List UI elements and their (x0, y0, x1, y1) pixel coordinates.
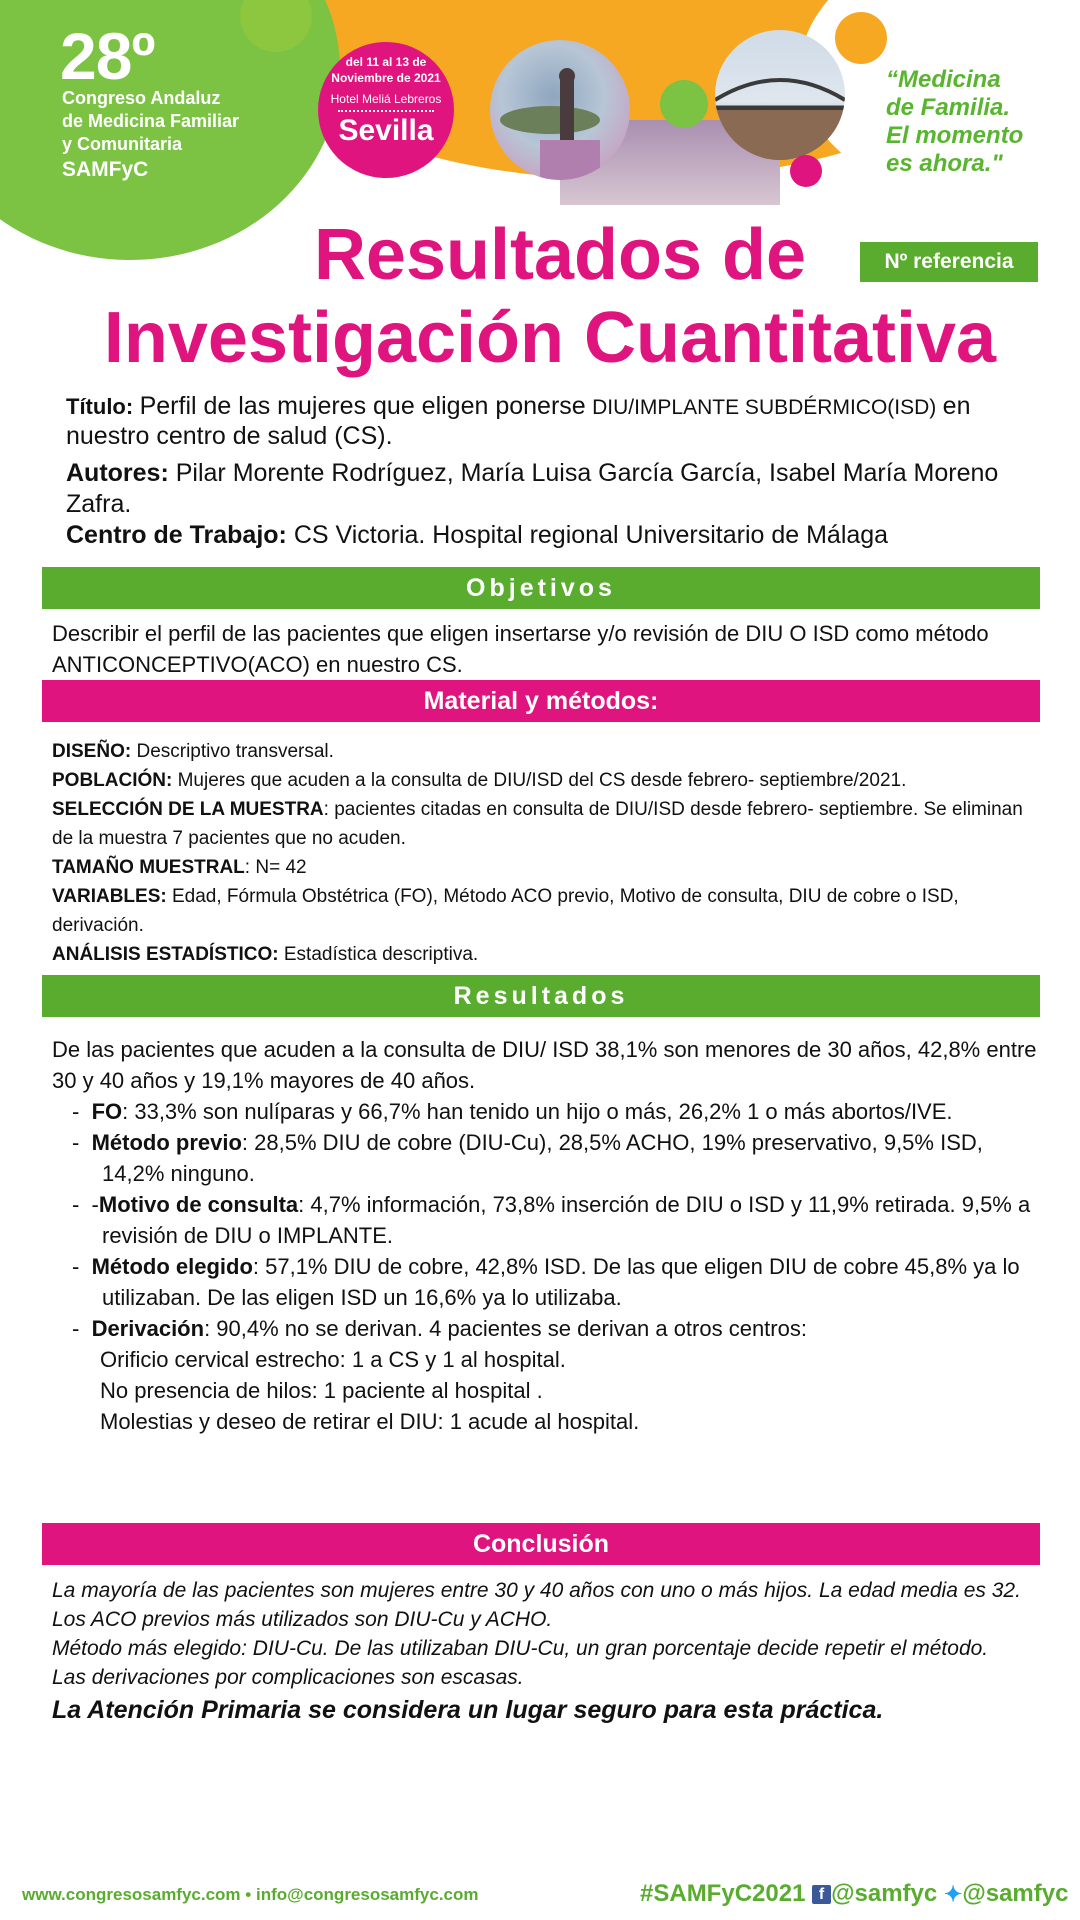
slogan-line: El momento (886, 122, 1024, 149)
congress-name-line: y Comunitaria (62, 134, 183, 154)
conclusion-line: Los ACO previos más utilizados son DIU-Cu y ACHO. (52, 1608, 553, 1631)
conclusion-line: Método más elegido: DIU-Cu. De las utilizaban DIU-Cu, un gran porcentaje decide repetir el método. (52, 1637, 989, 1660)
list-dash: - (72, 1099, 92, 1124)
results-body (52, 1034, 1042, 1437)
list-dash: - - (72, 1192, 99, 1217)
dates-line-2: Noviembre de 2021 (331, 71, 441, 85)
venue: Hotel Meliá Lebreros (330, 92, 442, 106)
results-item-text: : 4,7% información, 73,8% inserción de DIU o ISD y 11,9% retirada. 9,5% a revisión de DIU o IMPLANTE. (102, 1192, 1031, 1248)
methods-row (52, 737, 1042, 766)
results-item-text: : 57,1% DIU de cobre, 42,8% ISD. De las que eligen DIU de cobre 45,8% ya lo utilizaban. De las eligen ISD un 16,6% ya lo utilizaba. (102, 1254, 1020, 1310)
results-item-text: : 28,5% DIU de cobre (DIU-Cu), 28,5% ACHO, 19% preservativo, 9,5% ISD, 14,2% ninguno. (102, 1130, 983, 1186)
footer-social (640, 1880, 1068, 1908)
list-dash: - (72, 1130, 92, 1155)
statue-photo (490, 40, 630, 180)
dates-line-1: del 11 al 13 de (345, 55, 427, 69)
conclusion-body (52, 1576, 1042, 1728)
twitter-icon: ✦ (943, 1881, 963, 1907)
title-text: Perfil de las mujeres que eligen ponerse (139, 392, 586, 420)
authors-info (66, 458, 1056, 520)
methods-row-text: Mujeres que acuden a la consulta de DIU/ISD del CS desde febrero- septiembre/2021. (172, 770, 907, 791)
methods-row (52, 882, 1042, 940)
methods-row (52, 853, 1042, 882)
methods-row-text: Edad, Fórmula Obstétrica (FO), Método ACO previo, Motivo de consulta, DIU de cobre o ISD, derivación. (52, 886, 959, 936)
methods-row (52, 766, 1042, 795)
results-item-label: Motivo de consulta (98, 1192, 299, 1217)
objectives-text: Describir el perfil de las pacientes que eligen insertarse y/o revisión de DIU O ISD como método ANTICONCEPTIVO(ACO) en nuestro CS. (52, 621, 989, 677)
badge-divider (338, 110, 434, 112)
congress-name-line: SAMFyC (62, 158, 149, 181)
slogan-line: es ahora." (886, 150, 1003, 177)
city: Sevilla (338, 114, 434, 147)
results-item-text: : 90,4% no se derivan. 4 pacientes se derivan a otros centros: (204, 1316, 807, 1341)
results-item-label: Derivación (91, 1316, 205, 1341)
slogan-line: “Medicina (886, 66, 1001, 93)
results-item-label: Método elegido (91, 1254, 253, 1279)
conclusion-line: Las derivaciones por complicaciones son escasas. (52, 1666, 524, 1689)
results-item-label: FO (91, 1099, 123, 1124)
slogan (886, 66, 1023, 178)
methods-row-label: VARIABLES: (52, 886, 167, 907)
title-label: Título: (66, 394, 134, 419)
date-badge (318, 42, 454, 178)
methods-row-text: Estadística descriptiva. (278, 944, 479, 965)
facebook-icon: f (812, 1885, 831, 1904)
email-link[interactable]: info@congresosamfyc.com (255, 1885, 479, 1904)
methods-row-text: Descriptivo transversal. (131, 741, 334, 762)
twitter-handle[interactable]: @samfyc (962, 1880, 1069, 1907)
methods-row-label: ANÁLISIS ESTADÍSTICO: (52, 944, 279, 965)
dates-line (318, 54, 454, 86)
methods-list (52, 737, 1042, 969)
results-item (52, 1313, 1042, 1344)
workplace-info (66, 521, 1056, 550)
footer-contact (22, 1885, 479, 1905)
authors-label: Autores: (66, 459, 169, 487)
list-dash: - (72, 1254, 92, 1279)
congress-name-line: de Medicina Familiar (62, 111, 240, 131)
separator-dot: • (245, 1885, 252, 1904)
methods-row-text: : N= 42 (244, 857, 307, 878)
statue-illustration (490, 40, 630, 180)
methods-row-label: SELECCIÓN DE LA MUESTRA (52, 799, 324, 820)
methods-row-label: DISEÑO: (52, 741, 132, 762)
poster-title-line-1: Resultados de (313, 215, 807, 295)
slogan-line: de Familia. (886, 94, 1011, 121)
website-link[interactable]: www.congresosamfyc.com (22, 1885, 241, 1904)
decor-dot (835, 12, 887, 64)
title-text: DIU/IMPLANTE SUBDÉRMICO(ISD) (592, 396, 937, 419)
facebook-handle[interactable]: @samfyc (831, 1880, 938, 1907)
results-item (52, 1189, 1042, 1251)
methods-row (52, 795, 1042, 853)
poster-title-line-2: Investigación Cuantitativa (103, 298, 997, 378)
congress-name-line: Congreso Andaluz (62, 88, 221, 108)
authors-text: Pilar Morente Rodríguez, María Luisa García García, Isabel María Moreno Zafra. (66, 459, 999, 518)
referral-detail: Molestias y deseo de retirar el DIU: 1 acude al hospital. (100, 1409, 640, 1434)
methods-row-label: TAMAÑO MUESTRAL (52, 857, 245, 878)
hashtag: #SAMFyC2021 (640, 1880, 806, 1907)
reference-number-label: Nº referencia (860, 242, 1038, 282)
title-text: en nuestro centro de salud (CS). (66, 392, 971, 450)
results-item-text: : 33,3% son nulíparas y 66,7% han tenido un hijo o más, 26,2% 1 o más abortos/IVE. (122, 1099, 953, 1124)
conclusion-final: La Atención Primaria se considera un lugar seguro para esta práctica. (52, 1696, 884, 1724)
methods-row-label: POBLACIÓN: (52, 770, 173, 791)
conclusion-line: La mayoría de las pacientes son mujeres entre 30 y 40 años con uno o más hijos. La edad media es 32. (52, 1579, 1021, 1602)
decor-dot (790, 155, 822, 187)
methods-row-text: : pacientes citadas en consulta de DIU/ISD desde febrero- septiembre. Se eliminan de la muestra 7 pacientes que no acuden. (52, 799, 1023, 849)
results-item-label: Método previo (91, 1130, 242, 1155)
title-info (66, 392, 1056, 451)
results-item (52, 1127, 1042, 1189)
results-heading: Resultados (42, 975, 1040, 1017)
bridge-photo (715, 30, 845, 160)
workplace-text: CS Victoria. Hospital regional Universitario de Málaga (293, 521, 889, 549)
bridge-illustration (715, 30, 845, 160)
results-intro: De las pacientes que acuden a la consulta de DIU/ ISD 38,1% son menores de 30 años, 42,8% entre 30 y 40 años y 19,1% mayores de 40 años. (52, 1037, 1037, 1093)
congress-number: 28º (60, 19, 155, 93)
objectives-heading: Objetivos (42, 567, 1040, 609)
results-item (52, 1251, 1042, 1313)
methods-row (52, 940, 1042, 969)
referral-detail: Orificio cervical estrecho: 1 a CS y 1 al hospital. (100, 1347, 566, 1372)
results-item (52, 1096, 1042, 1127)
workplace-label: Centro de Trabajo: (66, 521, 287, 549)
referral-detail: No presencia de hilos: 1 paciente al hospital . (100, 1378, 543, 1403)
methods-heading: Material y métodos: (42, 680, 1040, 722)
list-dash: - (72, 1316, 92, 1341)
decor-dot (660, 80, 708, 128)
conclusion-heading: Conclusión (42, 1523, 1040, 1565)
